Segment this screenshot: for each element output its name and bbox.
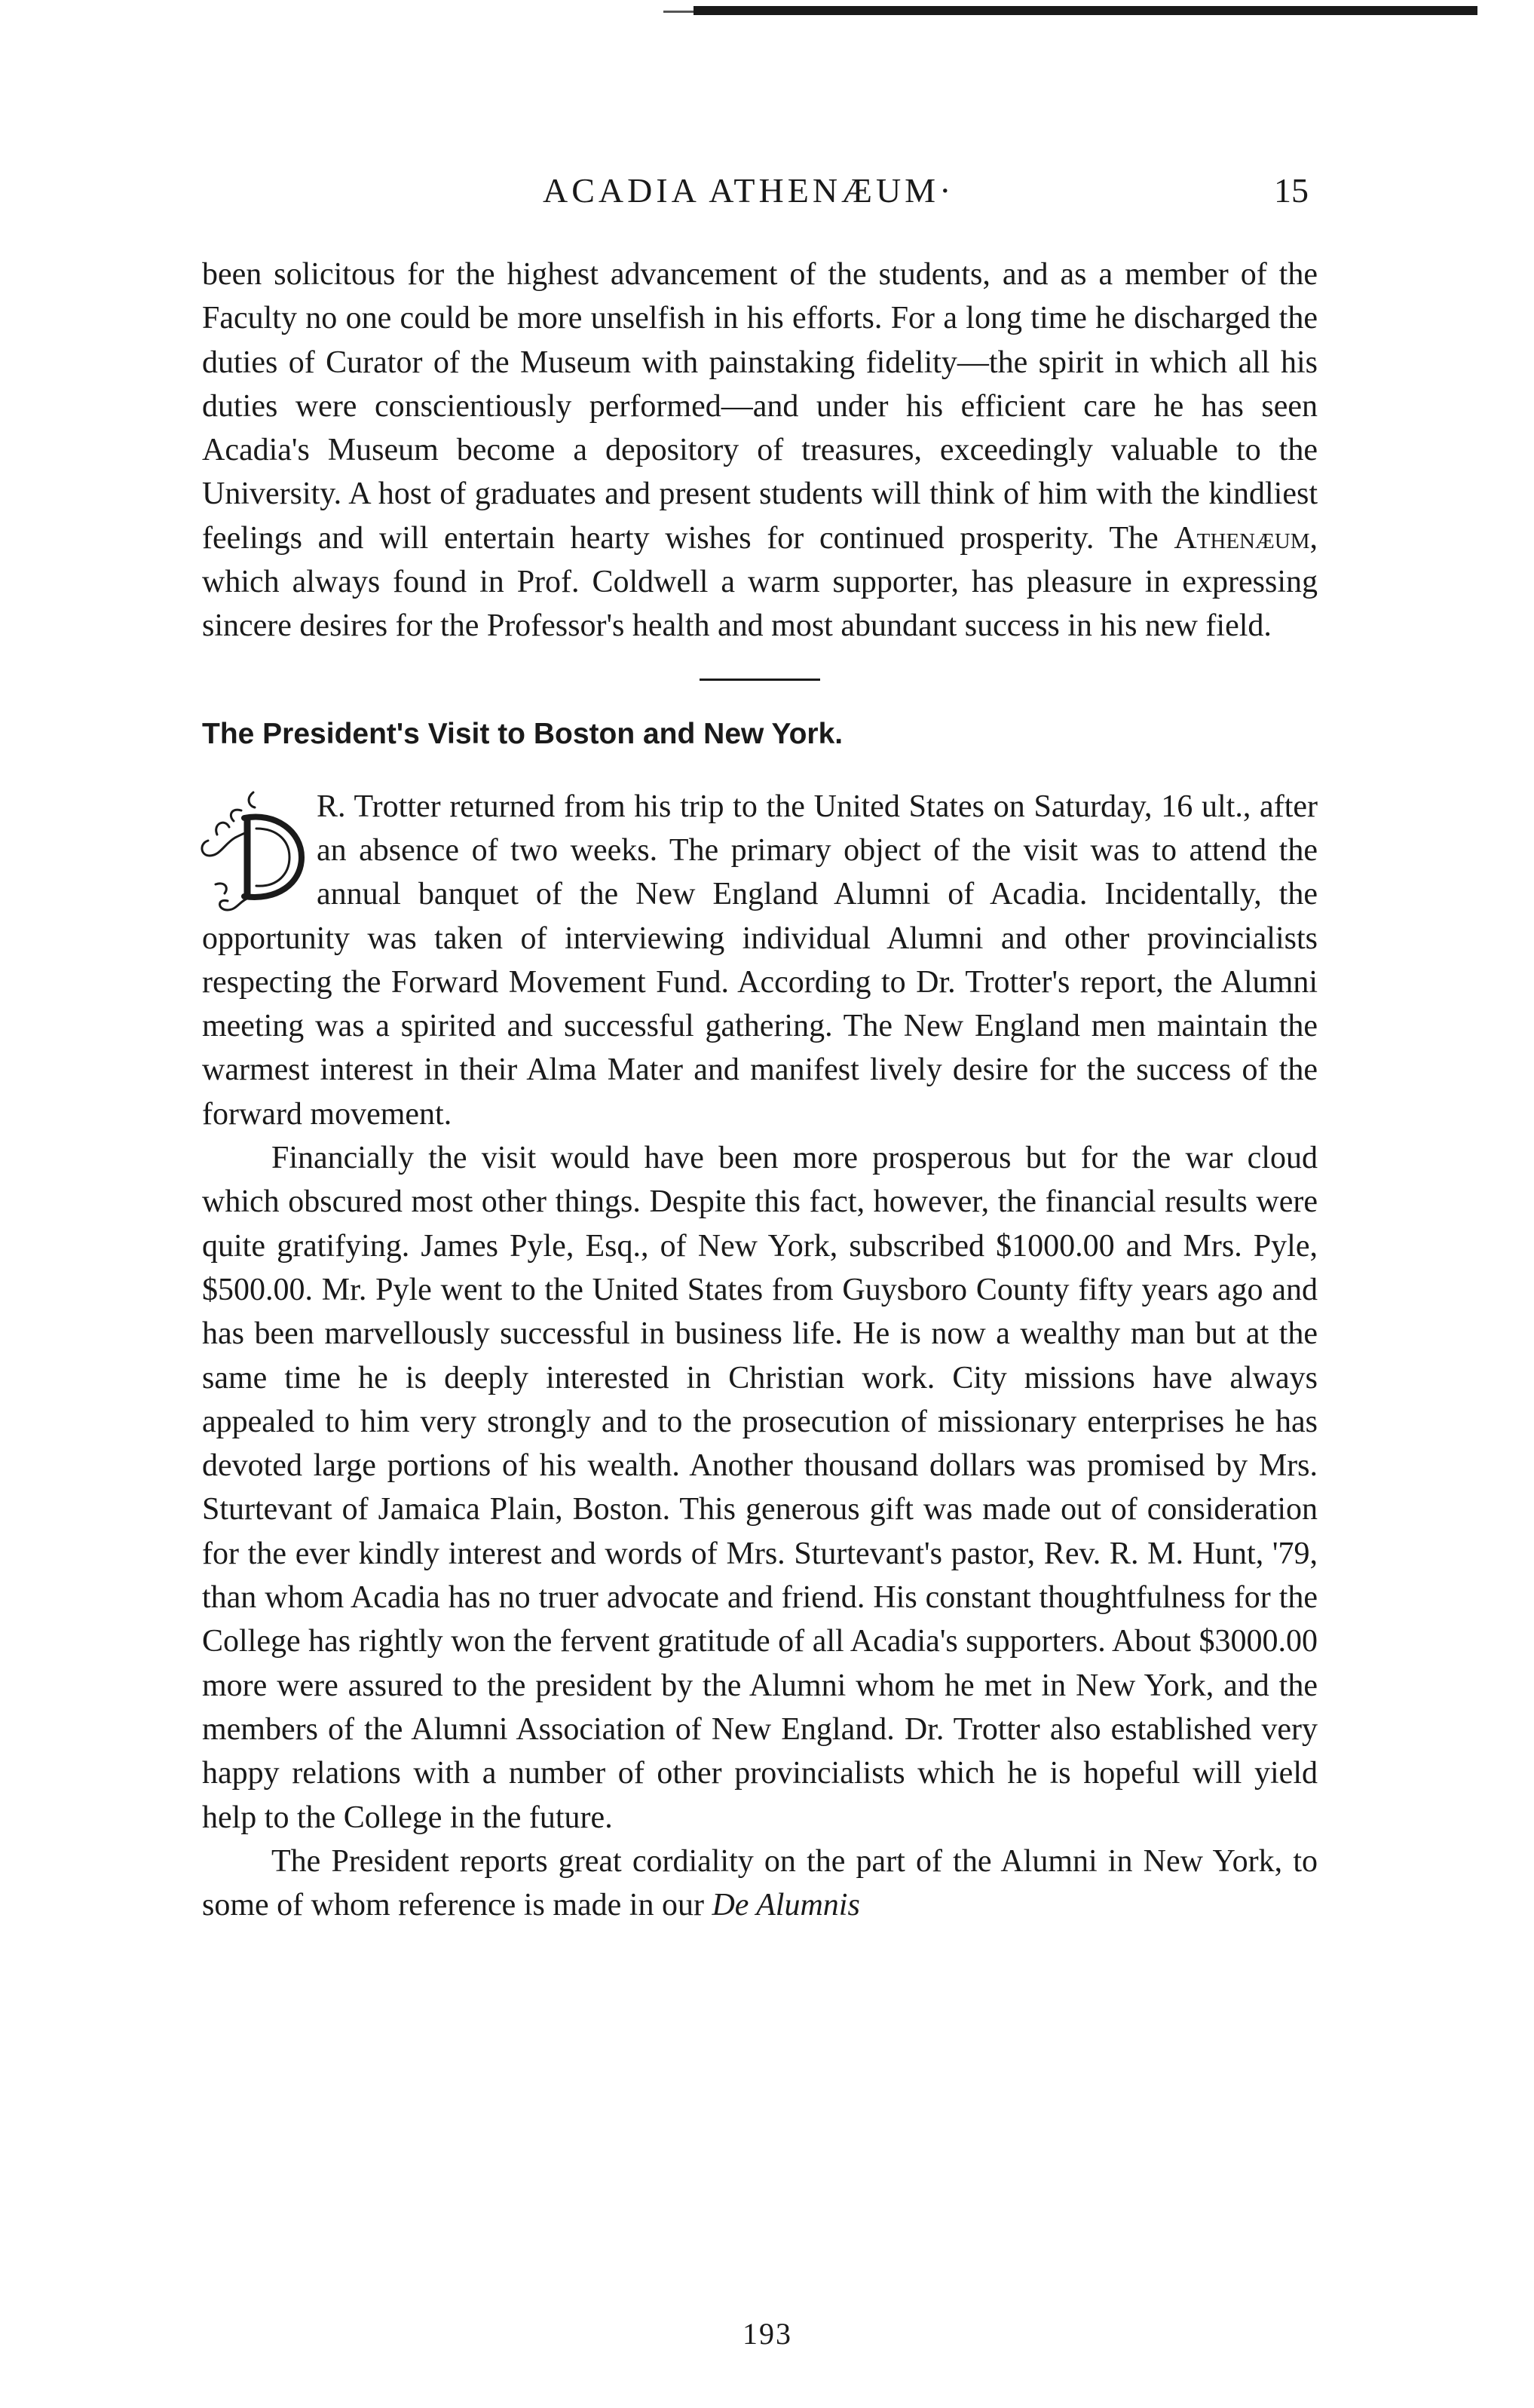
top-edge-rule [694,6,1477,15]
visit-paragraph-3-text: The President reports great cordiality on the part of the Alumni in New York, to some of whom reference is made in our [202,1843,1318,1923]
de-alumnis-italic: De Alumnis [712,1888,860,1923]
visit-paragraph-3 [202,1840,1318,1928]
visit-paragraph-1: R. Trotter returned from his trip to the United States on Saturday, 16 ult., after an absence of two weeks. The primary object of the visit was to attend the annual banquet of the New England Alumni of Acadia. Incidentally, the opportunity was taken of interviewing individual Alumni and other provincialists respecting the Forward Movement Fund. According to Dr. Trotter's report, the Alumni meeting was a spirited and successful gathering. The New England men maintain the warmest interest in their Alma Mater and manifest lively desire for the success of the forward movement. [202,789,1318,1132]
running-header-folio: 15 [1274,171,1309,210]
coldwell-tribute-paragraph [202,253,1318,648]
coldwell-text-part-1: been solicitous for the highest advancement of the students, and as a member of the Faculty no one could be more unselfish in his efforts. For a long time he discharged the duties of Curator of the Museum with painstaking fidelity—the spirit in which all his duties were conscientiously performed—and under his efficient care he has seen Acadia's Museum become a depository of treasures, exceedingly valuable to the University. A host of graduates and present students will think of him with the kindliest feelings and will entertain hearty wishes for continued prosperity. The [202,257,1318,556]
section-divider-rule [700,679,820,681]
ornamental-initial-d-icon [194,788,308,914]
page-number: 193 [743,2317,792,2351]
page-body [202,253,1318,1927]
visit-article [202,785,1318,1136]
visit-paragraph-2: Financially the visit would have been more prosperous but for the war cloud which obscured most other things. Despite this fact, however, the financial results were quite gratifying. James Pyle, Esq., of New York, subscribed $1000.00 and Mrs. Pyle, $500.00. Mr. Pyle went to the United States from Guysboro County fifty years ago and has been marvellously successful in business life. He is now a wealthy man but at the same time he is deeply interested in Christian work. City missions have always appealed to him very strongly and to the prosecution of missionary enterprises he has devoted large portions of his wealth. Another thousand dollars was promised by Mrs. Sturtevant of Jamaica Plain, Boston. This generous gift was made out of consideration for the ever kindly interest and words of Mrs. Sturtevant's pastor, Rev. R. M. Hunt, '79, than whom Acadia has no truer advocate and friend. His constant thoughtfulness for the College has rightly won the fervent gratitude of all Acadia's supporters. About $3000.00 more were assured to the president by the Alumni whom he met in New York, and the members of the Alumni Association of New England. Dr. Trotter also established very happy relations with a number of other provincialists which he is hopeful will yield help to the College in the future. [202,1141,1318,1835]
athenaeum-small-caps: Athenæum [1174,520,1310,556]
section-heading: The President's Visit to Boston and New York. [202,717,844,750]
running-header-title: ACADIA ATHENÆUM· [543,171,955,210]
coldwell-text-part-2: , which always found in Prof. Coldwell a warm supporter, has pleasure in expressing sincere desires for the Professor's health and most abundant success in his new field. [202,520,1318,644]
